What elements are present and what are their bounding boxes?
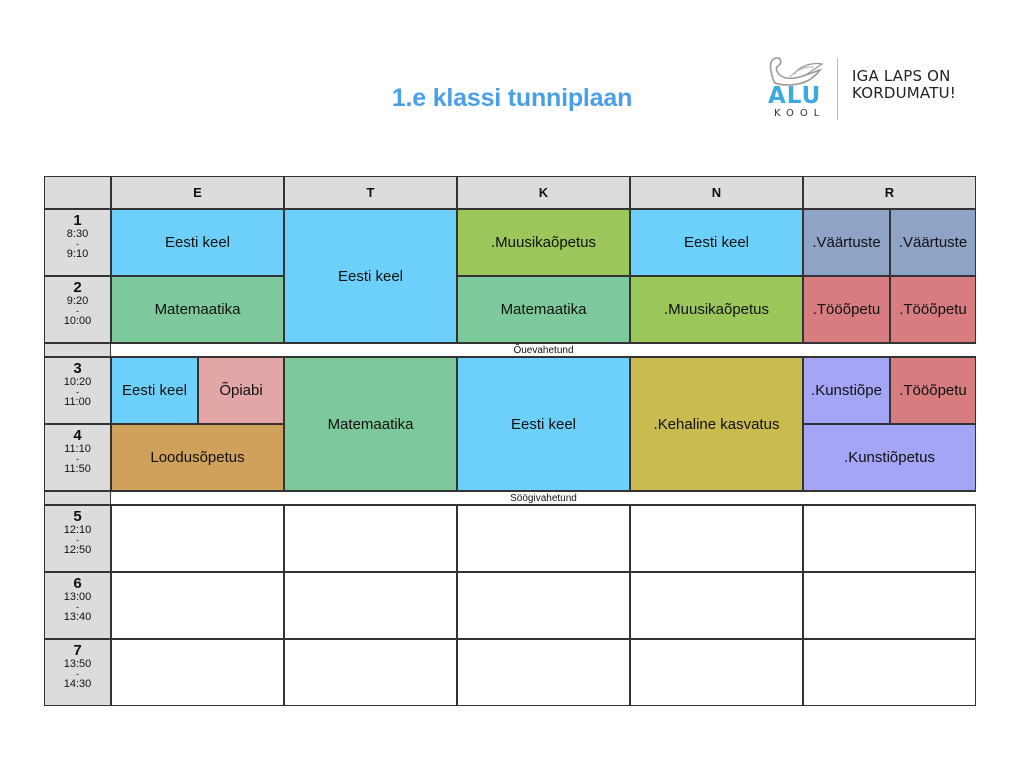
- lesson-wed-p1: .Muusikaõpetus: [457, 209, 630, 276]
- day-header-tue: T: [284, 176, 457, 209]
- period-end: 9:10: [66, 248, 89, 260]
- empty-slot: [111, 572, 284, 639]
- lesson-mon-p4: Loodusõpetus: [111, 424, 284, 491]
- lesson-fri-p1-b: .Väärtuste: [890, 209, 976, 276]
- slogan-line-1: IGA LAPS ON: [852, 67, 951, 85]
- period-end: 11:50: [64, 463, 91, 475]
- period-label-6: [44, 572, 111, 639]
- empty-slot: [803, 505, 976, 572]
- corner-cell: [44, 176, 111, 209]
- period-label-1: [44, 209, 111, 276]
- period-number: 7: [73, 642, 82, 659]
- period-number: 3: [73, 360, 82, 377]
- period-start: 12:10: [63, 524, 92, 536]
- lesson-mon-p3-a: Eesti keel: [111, 357, 198, 424]
- empty-slot: [111, 505, 284, 572]
- empty-slot: [111, 639, 284, 706]
- lesson-mon-p3-b: Õpiabi: [198, 357, 284, 424]
- period-end: 10:00: [63, 315, 92, 327]
- lesson-tue-p3-4: Matemaatika: [284, 357, 457, 491]
- empty-slot: [284, 639, 457, 706]
- period-end: 11:00: [64, 396, 91, 408]
- period-dash: -: [76, 239, 79, 249]
- logo-wordmark: ALU: [768, 83, 822, 109]
- lesson-thu-p3-4: .Kehaline kasvatus: [630, 357, 803, 491]
- lesson-thu-p1: Eesti keel: [630, 209, 803, 276]
- period-label-3: [44, 357, 111, 424]
- lesson-fri-p1-a: .Väärtuste: [803, 209, 890, 276]
- period-start: 9:20: [66, 295, 89, 307]
- period-start: 8:30: [66, 228, 89, 240]
- period-number: 6: [73, 575, 82, 592]
- break-lunch: Söögivahetund: [111, 491, 976, 505]
- period-dash: -: [76, 387, 79, 397]
- empty-slot: [630, 505, 803, 572]
- period-number: 2: [73, 279, 82, 296]
- lesson-thu-p2: .Muusikaõpetus: [630, 276, 803, 343]
- logo-slogan: [852, 68, 956, 102]
- period-number: 5: [73, 508, 82, 525]
- lesson-fri-p4: .Kunstiõpetus: [803, 424, 976, 491]
- day-header-thu: N: [630, 176, 803, 209]
- break-label-cell: [44, 343, 111, 357]
- period-dash: -: [76, 535, 79, 545]
- day-header-wed: K: [457, 176, 630, 209]
- day-header-fri: R: [803, 176, 976, 209]
- break-outdoor: Õuevahetund: [111, 343, 976, 357]
- break-label-cell: [44, 491, 111, 505]
- empty-slot: [803, 572, 976, 639]
- period-number: 1: [73, 212, 82, 229]
- lesson-tue-p1-2: Eesti keel: [284, 209, 457, 343]
- period-dash: -: [76, 669, 79, 679]
- empty-slot: [457, 639, 630, 706]
- period-end: 13:40: [63, 611, 92, 623]
- lesson-mon-p2: Matemaatika: [111, 276, 284, 343]
- period-number: 4: [73, 427, 82, 444]
- slogan-line-2: KORDUMATU!: [852, 84, 956, 102]
- lesson-fri-p3-b: .Tööõpetu: [890, 357, 976, 424]
- empty-slot: [457, 505, 630, 572]
- period-label-5: [44, 505, 111, 572]
- empty-slot: [630, 572, 803, 639]
- lesson-fri-p2-b: .Tööõpetu: [890, 276, 976, 343]
- period-dash: -: [76, 454, 79, 464]
- period-label-7: [44, 639, 111, 706]
- empty-slot: [630, 639, 803, 706]
- school-logo: [760, 52, 980, 128]
- empty-slot: [457, 572, 630, 639]
- period-dash: -: [76, 306, 79, 316]
- empty-slot: [803, 639, 976, 706]
- empty-slot: [284, 572, 457, 639]
- period-start: 10:20: [63, 376, 92, 388]
- lesson-wed-p3-4: Eesti keel: [457, 357, 630, 491]
- period-start: 11:10: [64, 443, 91, 455]
- lesson-mon-p1: Eesti keel: [111, 209, 284, 276]
- logo-subword: KOOL: [774, 108, 826, 119]
- logo-divider: [837, 58, 838, 120]
- period-label-4: [44, 424, 111, 491]
- lesson-wed-p2: Matemaatika: [457, 276, 630, 343]
- period-dash: -: [76, 602, 79, 612]
- lesson-fri-p2-a: .Tööõpetu: [803, 276, 890, 343]
- period-label-2: [44, 276, 111, 343]
- period-start: 13:50: [63, 658, 92, 670]
- period-start: 13:00: [63, 591, 92, 603]
- day-header-mon: E: [111, 176, 284, 209]
- lesson-fri-p3-a: .Kunstiõpe: [803, 357, 890, 424]
- page-title: 1.e klassi tunniplaan: [391, 84, 633, 112]
- period-end: 12:50: [63, 544, 92, 556]
- period-end: 14:30: [63, 678, 92, 690]
- timetable: [44, 176, 976, 706]
- empty-slot: [284, 505, 457, 572]
